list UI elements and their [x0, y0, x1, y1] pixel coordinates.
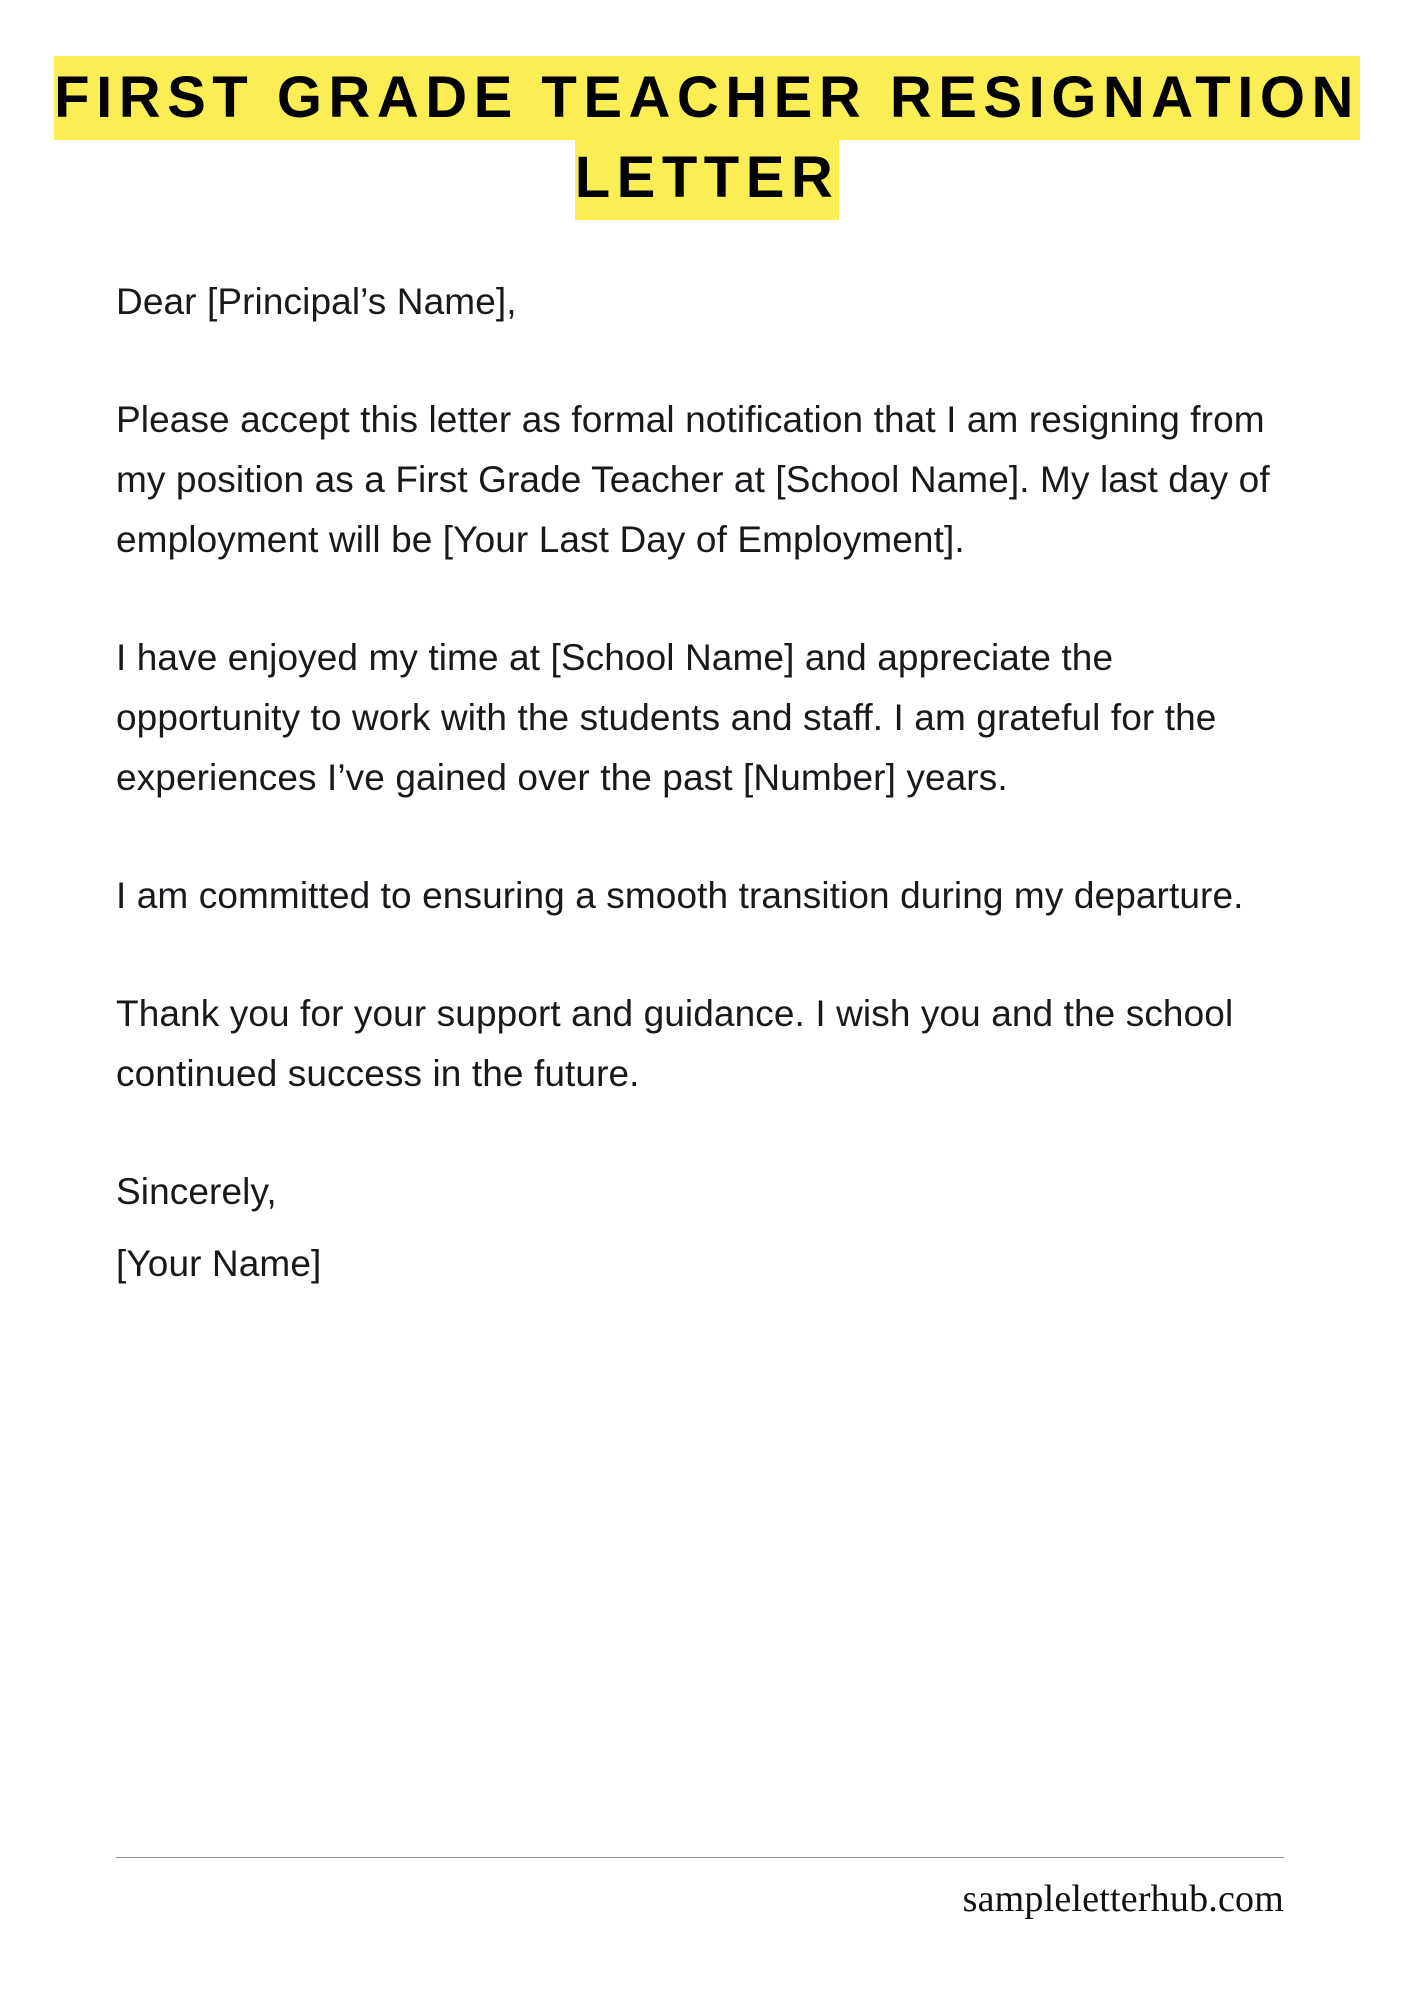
letter-paragraph-4: Thank you for your support and guidance. I wish you and the school continued success in the future.	[116, 993, 1234, 1094]
salutation: Dear [Principal’s Name],	[116, 281, 517, 322]
signature-name: [Your Name]	[116, 1243, 322, 1284]
footer-site-label: sampleletterhub.com	[962, 1878, 1284, 1920]
letter-paragraph-2: I have enjoyed my time at [School Name] and appreciate the opportunity to work with the students and staff. I am grateful for the experiences I’ve gained over the past [Number] years.	[116, 637, 1217, 798]
page-title	[14, 58, 1400, 218]
footer-divider	[116, 1857, 1284, 1858]
closing-block	[116, 1162, 1296, 1294]
page-title-text: FIRST GRADE TEACHER RESIGNATION LETTER	[54, 56, 1360, 220]
closing-salutation: Sincerely,	[116, 1171, 277, 1212]
letter-paragraph-1: Please accept this letter as formal notification that I am resigning from my position as a First Grade Teacher at [School Name]. My last day of employment will be [Your Last Day of Employment].	[116, 399, 1270, 560]
letter-paragraph-3: I am committed to ensuring a smooth transition during my departure.	[116, 875, 1244, 916]
letter-body	[116, 272, 1296, 1294]
